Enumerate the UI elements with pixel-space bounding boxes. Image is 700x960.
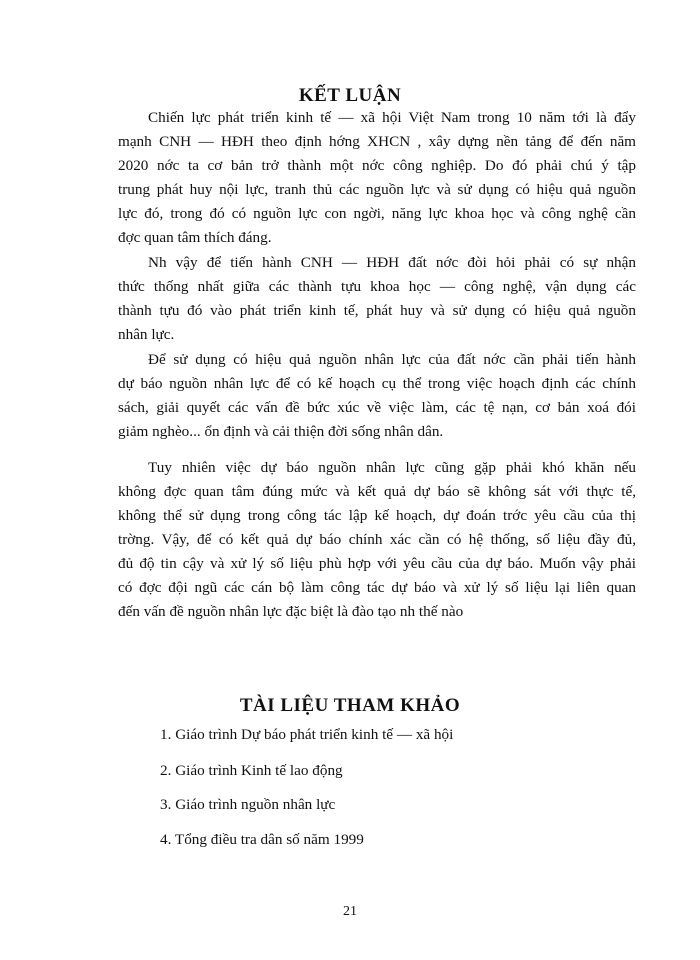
paragraph-line: giảm nghèo... ổn định và cải thiện đời sống nhân dân. [118, 423, 444, 440]
paragraph-line: có đợc đội ngũ các cán bộ làm công tác dự báo và xử lý số liệu lại liên quan [118, 579, 636, 596]
paragraph-line: trờng. Vậy, để có kết quả dự báo chính xác cần có hệ thống, số liệu đầy đủ, [118, 531, 636, 548]
paragraph-line: dự báo nguồn nhân lực để có kế hoạch cụ thể trong việc hoạch định các chính [118, 375, 636, 392]
paragraph-line: đợc quan tâm thích đáng. [118, 229, 272, 246]
paragraph-line: trung phát huy nội lực, tranh thủ các nguồn lực và sử dụng có hiệu quả nguồn [118, 181, 636, 198]
paragraph-line: không đợc quan tâm đúng mức và kết quả dự báo sẽ không sát với thực tế, [118, 483, 636, 500]
conclusion-heading: KẾT LUẬN [298, 85, 402, 106]
paragraph-line: thức thống nhất giữa các thành tựu khoa học — công nghệ, vận dụng các [118, 278, 636, 295]
paragraph-line: Nh vậy để tiến hành CNH — HĐH đất nớc đòi hỏi phải có sự nhận [148, 254, 636, 271]
paragraph-1 [118, 106, 636, 250]
reference-item: 4. Tổng điều tra dân số năm 1999 [160, 831, 364, 848]
paragraph-line: không thể sử dụng trong công tác lập kế hoạch, dự đoán trớc yêu cầu của thị [118, 507, 636, 524]
page-number: 21 [343, 904, 357, 919]
paragraph-line: thành tựu đó vào phát triển kinh tế, phát huy và sử dụng có hiệu quả nguồn [118, 302, 636, 319]
paragraph-line: Chiến lực phát triển kinh tế — xã hội Việt Nam trong 10 năm tới là đẩy [148, 109, 636, 126]
reference-item: 2. Giáo trình Kinh tế lao động [160, 762, 343, 779]
paragraph-line: lực đó, trong đó có nguồn lực con ngời, năng lực khoa học và công nghệ cần [118, 205, 636, 222]
paragraph-line: nhân lực. [118, 326, 175, 343]
reference-item: 3. Giáo trình nguồn nhân lực [160, 796, 336, 813]
paragraph-line: đủ độ tin cậy và xử lý số liệu phù hợp với yêu cầu của dự báo. Muốn vậy phải [118, 555, 636, 572]
paragraph-line: mạnh CNH — HĐH theo định hớng XHCN , xây dựng nền tảng để đến năm [118, 133, 636, 150]
paragraph-4 [118, 456, 636, 624]
paragraph-line: sách, giải quyết các vấn đề bức xúc về việc làm, các tệ nạn, cơ bản xoá đói [118, 399, 636, 416]
paragraph-line: đến vấn đề nguồn nhân lực đặc biệt là đào tạo nh thế nào [118, 603, 464, 620]
paragraph-2 [118, 251, 636, 347]
paragraph-line: 2020 nớc ta cơ bản trở thành một nớc công nghiệp. Do đó phải chú ý tập [118, 157, 636, 174]
reference-item: 1. Giáo trình Dự báo phát triển kinh tế — xã hội [160, 726, 454, 743]
paragraph-line: Tuy nhiên việc dự báo nguồn nhân lực cũng gặp phải khó khăn nếu [148, 459, 636, 476]
paragraph-3 [118, 348, 636, 444]
references-heading: TÀI LIỆU THAM KHẢO [239, 695, 461, 716]
paragraph-line: Để sử dụng có hiệu quả nguồn nhân lực của đất nớc cần phải tiến hành [148, 351, 636, 368]
